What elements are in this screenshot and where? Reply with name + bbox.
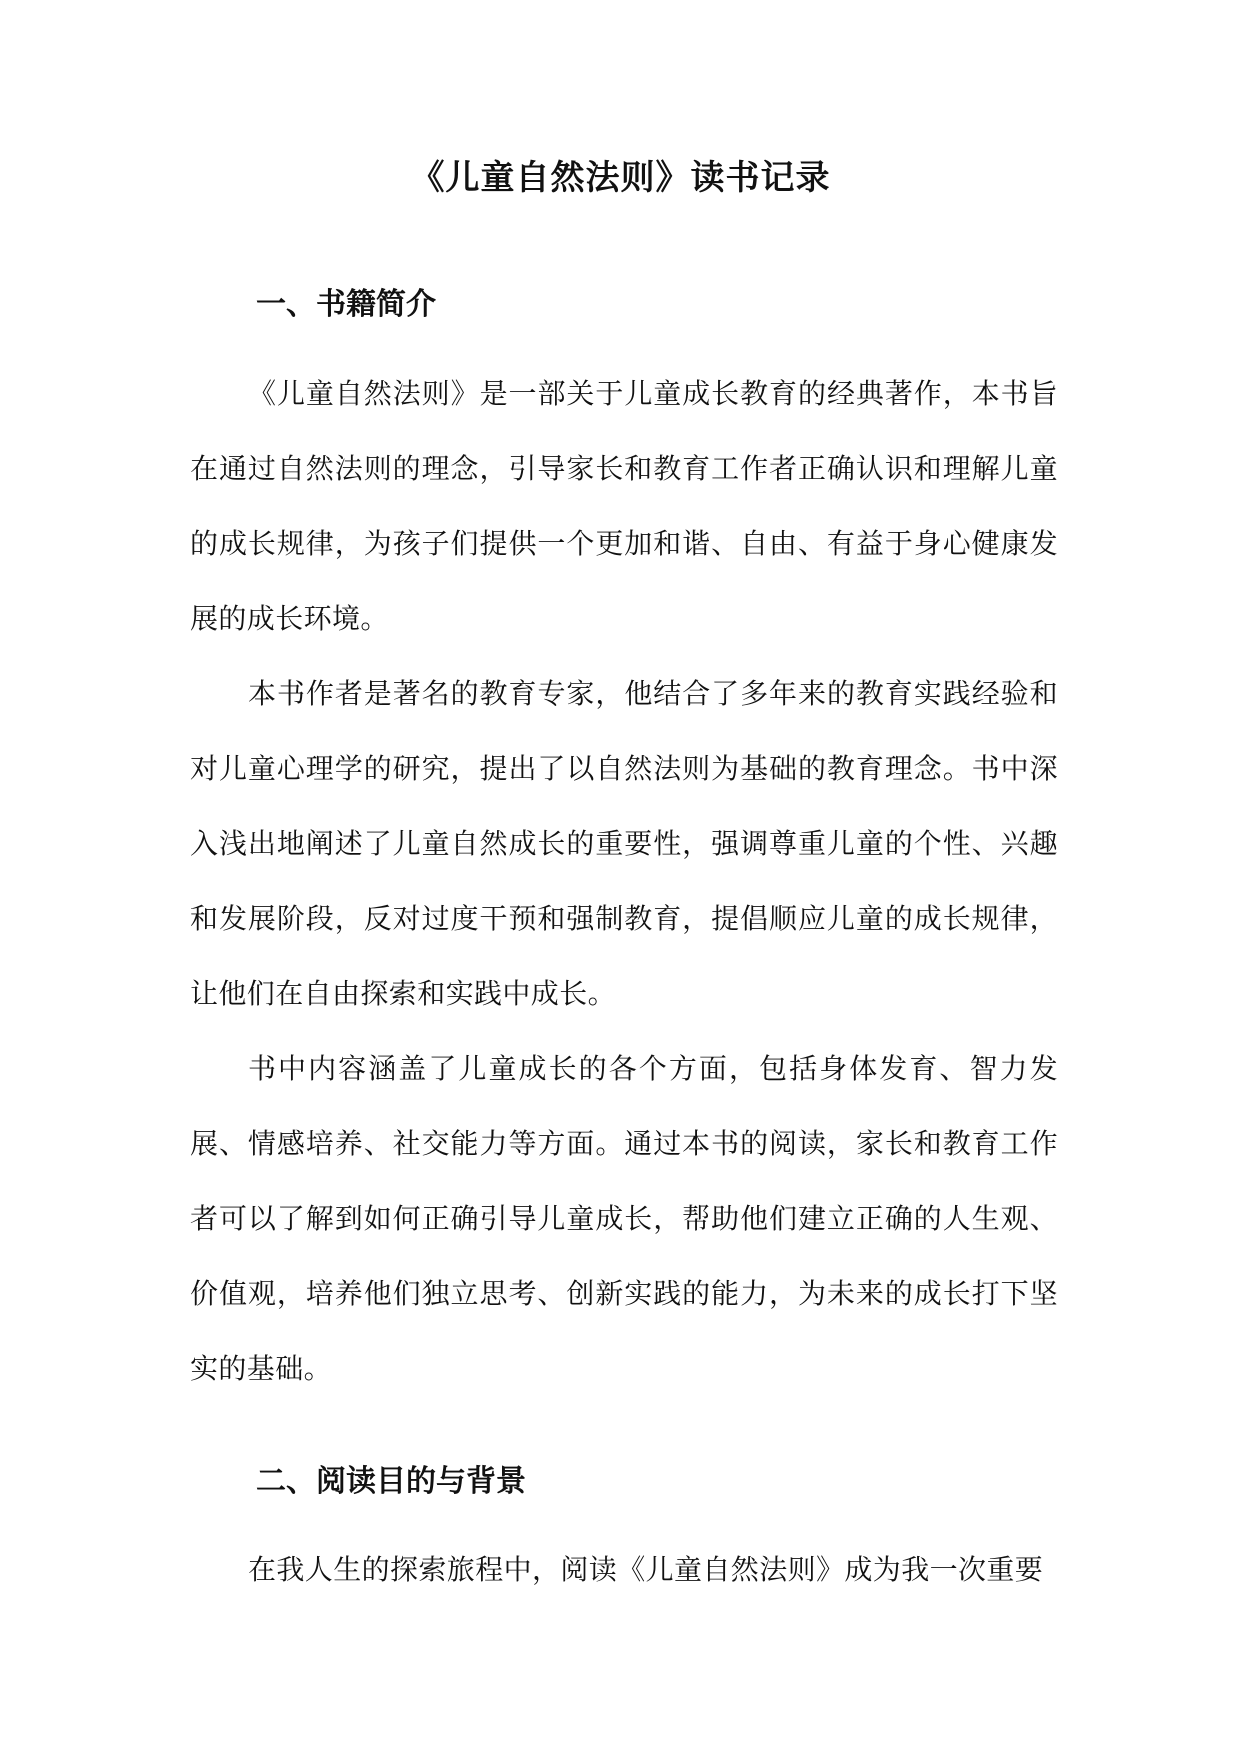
section-heading-book-intro: 一、书籍简介 bbox=[256, 287, 436, 322]
paragraph-book-summary: 《儿童自然法则》是一部关于儿童成长教育的经典著作，本书旨在通过自然法则的理念，引导家长和教育工作者正确认识和理解儿童的成长规律，为孩子们提供一个更加和谐、自由、有益于身心健康发展的成长环境。 bbox=[190, 377, 1058, 635]
paragraph-content-scope: 书中内容涵盖了儿童成长的各个方面，包括身体发育、智力发展、情感培养、社交能力等方面。通过本书的阅读，家长和教育工作者可以了解到如何正确引导儿童成长，帮助他们建立正确的人生观、价值观，培养他们独立思考、创新实践的能力，为未来的成长打下坚实的基础。 bbox=[190, 1052, 1058, 1385]
paragraph-reading-purpose: 在我人生的探索旅程中，阅读《儿童自然法则》成为我一次重要 bbox=[248, 1553, 1044, 1586]
section-heading-reading-purpose: 二、阅读目的与背景 bbox=[256, 1464, 526, 1499]
paragraph-author-intro: 本书作者是著名的教育专家，他结合了多年来的教育实践经验和对儿童心理学的研究，提出了以自然法则为基础的教育理念。书中深入浅出地阐述了儿童自然成长的重要性，强调尊重儿童的个性、兴趣和发展阶段，反对过度干预和强制教育，提倡顺应儿童的成长规律，让他们在自由探索和实践中成长。 bbox=[190, 677, 1058, 1010]
document-title: 《儿童自然法则》读书记录 bbox=[410, 158, 831, 198]
